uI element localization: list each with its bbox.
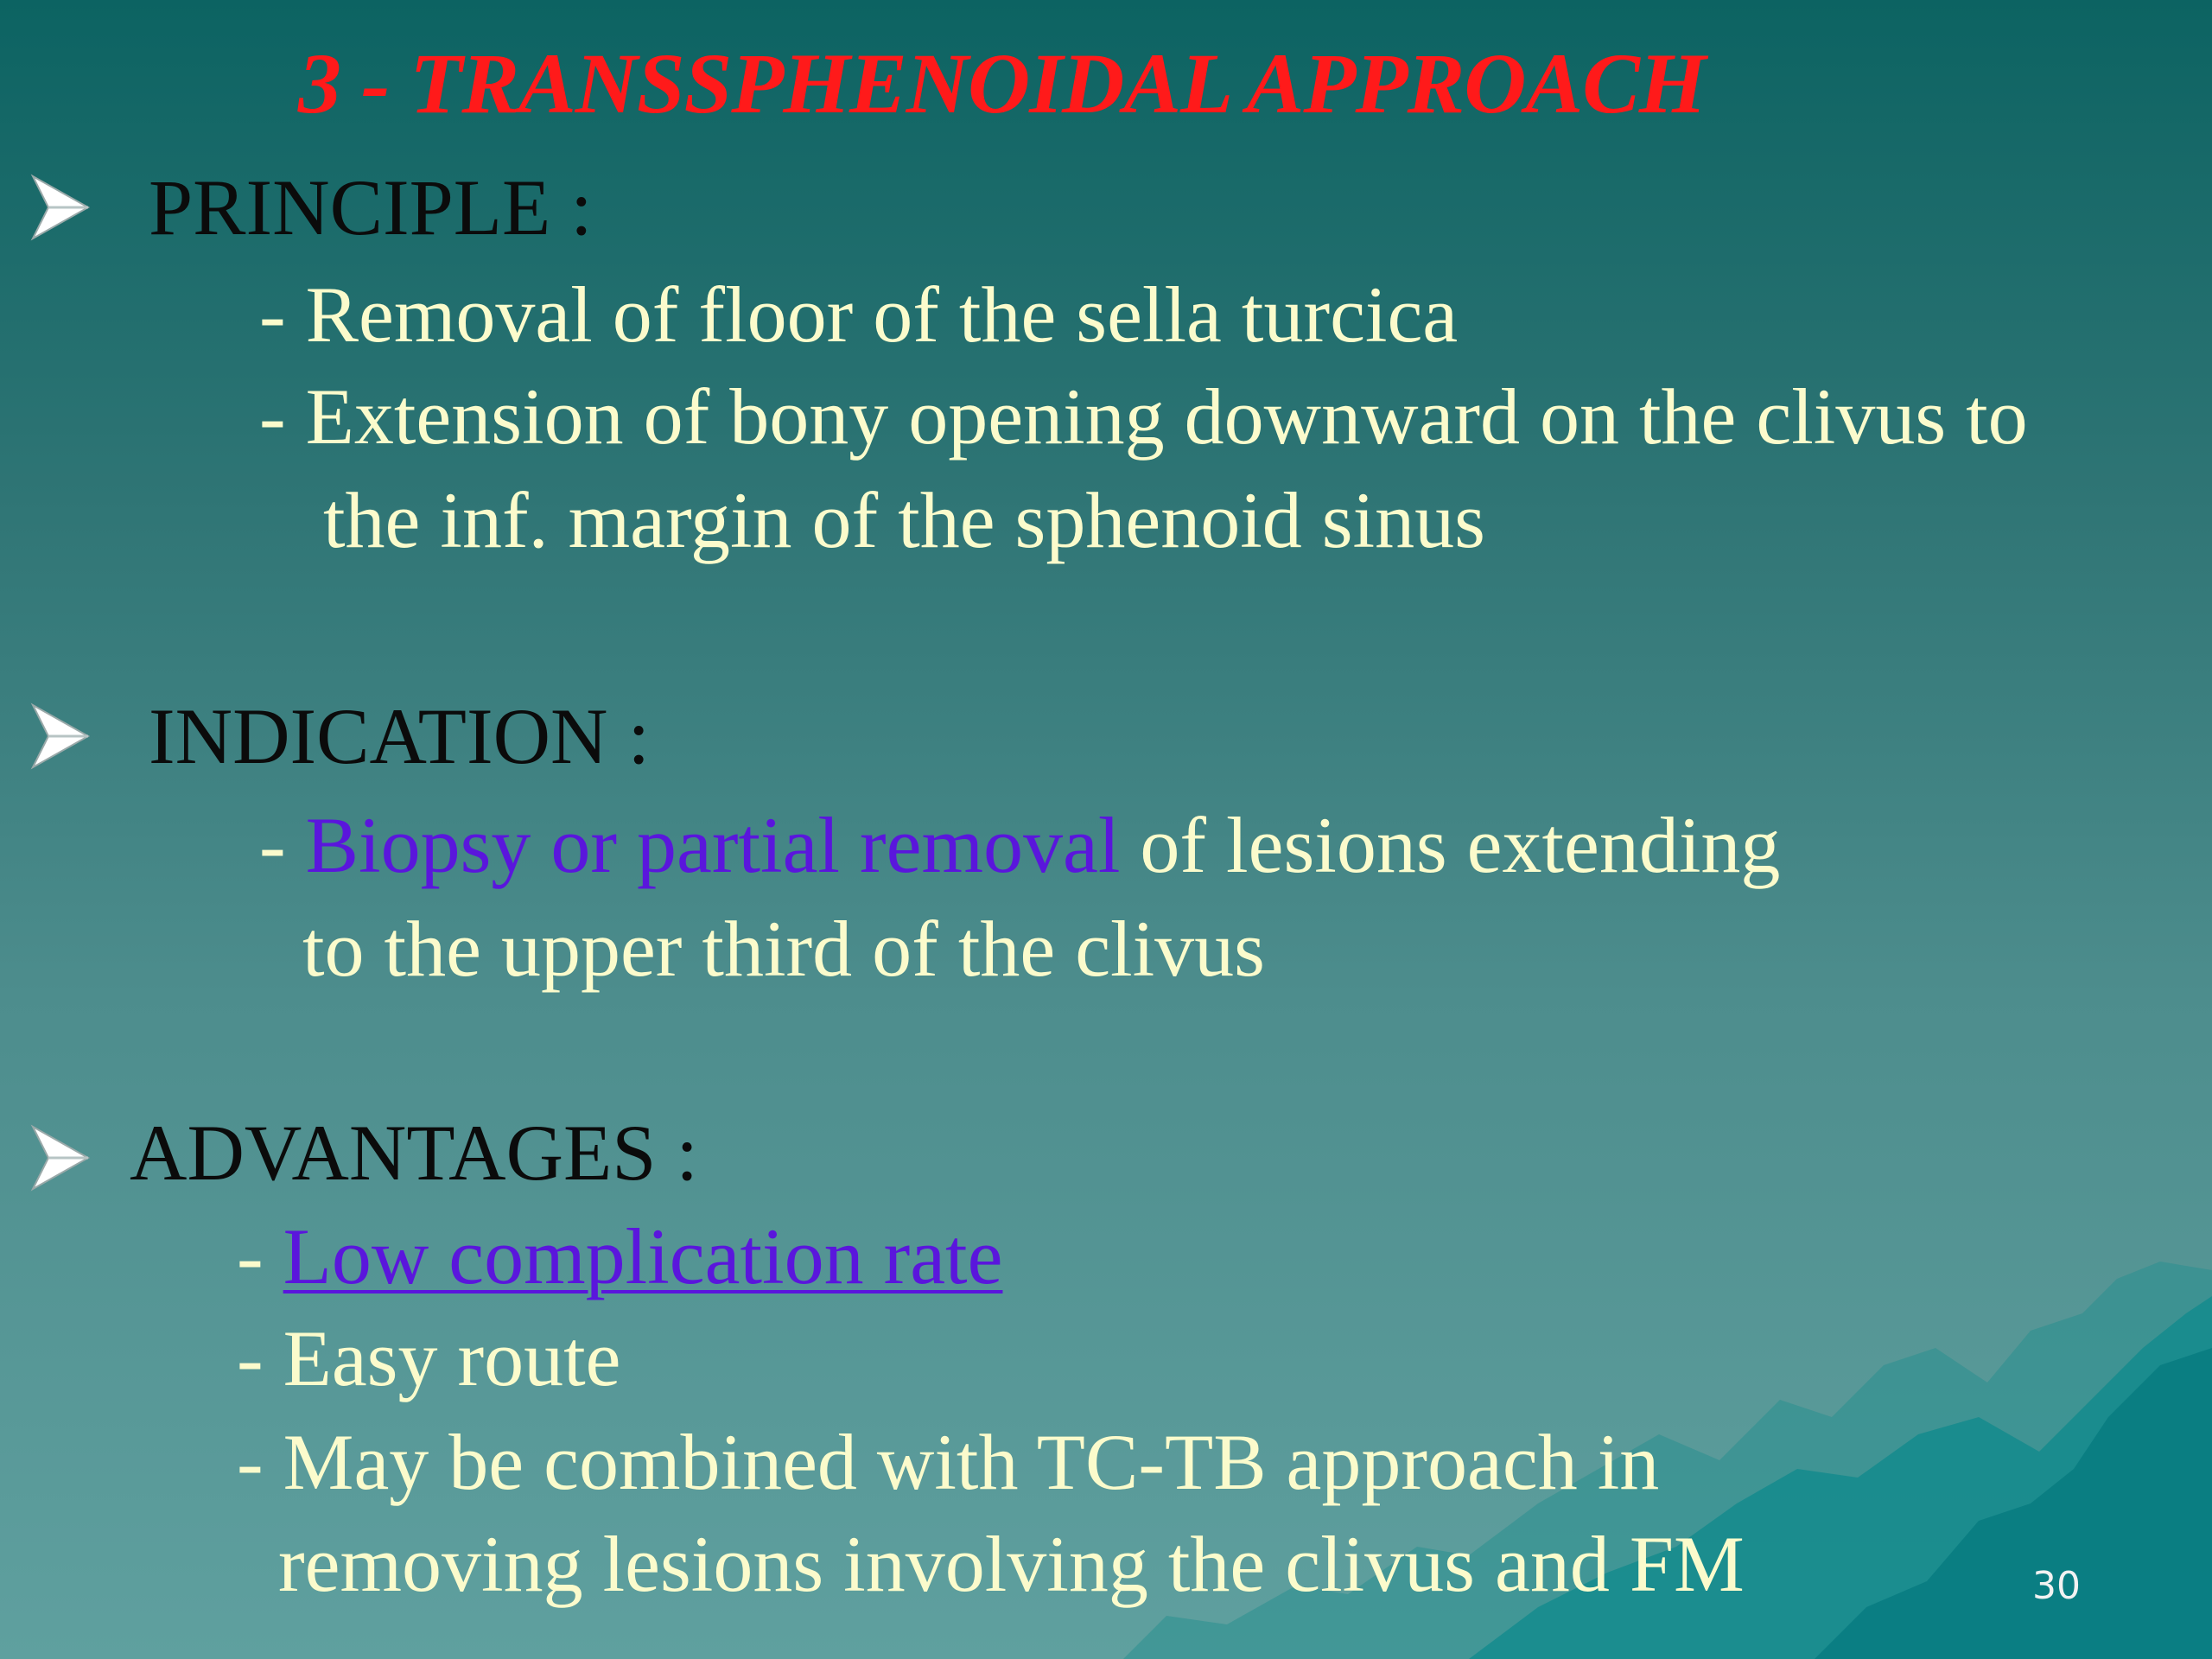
indication-accent-text: Biopsy or partial removal (305, 801, 1121, 889)
indication-heading: INDICATION : (149, 692, 651, 780)
indication-line-1-prefix: - (259, 801, 306, 889)
arrowhead-bullet-icon (29, 1123, 92, 1192)
advantages-line-2: - Easy route (237, 1314, 621, 1402)
arrowhead-bullet-icon (29, 702, 92, 771)
principle-line-3: the inf. margin of the sphenoid sinus (323, 476, 1485, 564)
indication-line-1 (259, 802, 1780, 889)
advantages-line-1-prefix: - (237, 1212, 283, 1300)
principle-line-1: - Removal of floor of the sella turcica (259, 270, 1459, 359)
advantages-line-1 (237, 1213, 1002, 1300)
indication-line-2: to the upper third of the clivus (302, 905, 1265, 993)
advantages-line-3: - May be combined with TC-TB approach in (237, 1418, 1660, 1506)
principle-heading: PRINCIPLE : (149, 163, 593, 251)
advantages-heading: ADVANTAGES : (130, 1109, 698, 1197)
principle-line-2: - Extension of bony opening downward on the clivus to (259, 372, 2028, 461)
slide-title: 3 - TRANSSPHENOIDAL APPROACH (298, 35, 1706, 131)
indication-line-1-rest: of lesions extending (1120, 801, 1781, 889)
advantages-line-4: removing lesions involving the clivus and FM (278, 1520, 1745, 1608)
page-number: 30 (2032, 1564, 2081, 1608)
arrowhead-bullet-icon (29, 173, 92, 242)
low-complication-rate-link[interactable]: Low complication rate (283, 1212, 1003, 1300)
